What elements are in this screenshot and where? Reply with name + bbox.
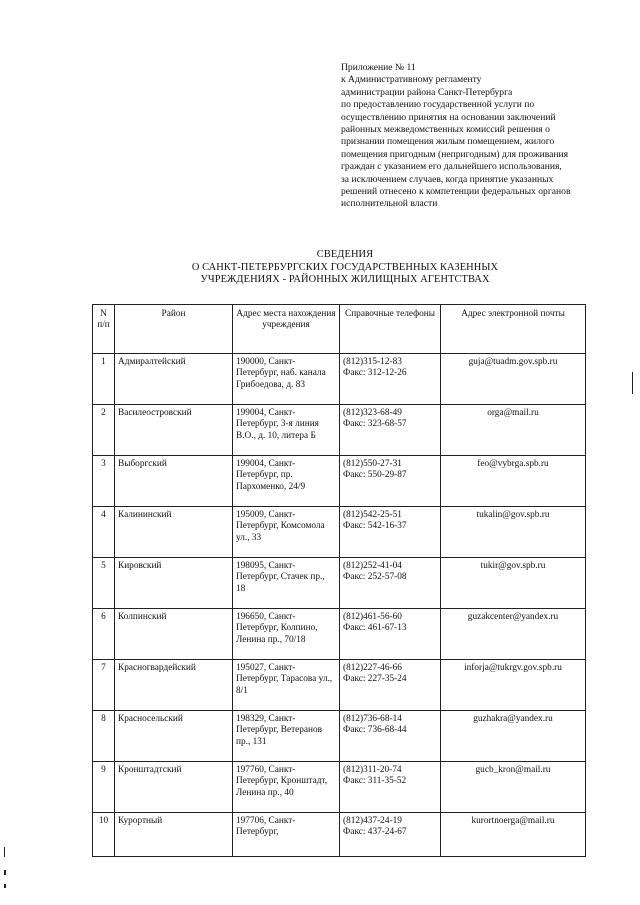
- header-email: Адрес электронной почты: [441, 305, 586, 354]
- row-email: tukir@gov.spb.ru: [441, 558, 586, 609]
- fax-number: Факс: 312-12-26: [343, 368, 407, 379]
- table-row: [93, 813, 586, 857]
- row-num: 8: [93, 711, 115, 762]
- row-phones: [340, 813, 441, 857]
- table-row: [93, 507, 586, 558]
- row-district: Красногвардейский: [115, 660, 233, 711]
- row-district: Адмиралтейский: [115, 354, 233, 405]
- scan-artifact: [4, 870, 6, 875]
- row-email: orga@mail.ru: [441, 405, 586, 456]
- phone-number: (812)542-25-51: [343, 510, 402, 520]
- table-header-row: [93, 305, 586, 354]
- appendix-line: граждан с указанием его дальнейшего использования,: [341, 161, 562, 173]
- phone-number: (812)736-68-14: [343, 714, 402, 724]
- row-phones: [340, 354, 441, 405]
- appendix-note: [341, 62, 611, 211]
- row-address: 197760, Санкт-Петербург, Кронштадт, Ленина пр., 40: [233, 762, 340, 813]
- row-phones: [340, 456, 441, 507]
- scan-artifact: [4, 884, 6, 888]
- table-row: [93, 609, 586, 660]
- row-district: Кронштадтский: [115, 762, 233, 813]
- phone-number: (812)437-24-19: [343, 816, 402, 826]
- fax-number: Факс: 437-24-67: [343, 827, 407, 838]
- scan-artifact: [4, 847, 5, 857]
- row-email: kurortnoerga@mail.ru: [441, 813, 586, 857]
- phone-number: (812)550-27-31: [343, 459, 402, 469]
- table-row: [93, 456, 586, 507]
- appendix-line: исполнительной власти: [341, 198, 438, 210]
- table-row: [93, 354, 586, 405]
- row-phones: [340, 558, 441, 609]
- row-email: guzakcenter@yandex.ru: [441, 609, 586, 660]
- appendix-line: решений отнесено к компетенции федеральных органов: [341, 186, 571, 198]
- fax-number: Факс: 311-35-52: [343, 776, 407, 787]
- table-row: [93, 405, 586, 456]
- row-district: Колпинский: [115, 609, 233, 660]
- title-line: УЧРЕЖДЕНИЯХ - РАЙОННЫХ ЖИЛИЩНЫХ АГЕНТСТВАХ: [200, 274, 490, 286]
- row-address: 197706, Санкт-Петербург,: [233, 813, 340, 857]
- title-line: О САНКТ-ПЕТЕРБУРГСКИХ ГОСУДАРСТВЕННЫХ КАЗЕННЫХ: [191, 261, 499, 273]
- fax-number: Факс: 252-57-08: [343, 572, 407, 583]
- row-num: 2: [93, 405, 115, 456]
- row-num: 1: [93, 354, 115, 405]
- scan-artifact: [632, 372, 633, 394]
- row-address: 195027, Санкт-Петербург, Тарасова ул., 8/1: [233, 660, 340, 711]
- appendix-line: за исключением случаев, когда принятие указанных: [341, 173, 554, 185]
- phone-number: (812)311-20-74: [343, 765, 402, 775]
- phone-number: (812)315-12-83: [343, 357, 402, 367]
- appendix-line: к Административному регламенту: [341, 74, 482, 86]
- row-email: inforja@tukrgv.gov.spb.ru: [441, 660, 586, 711]
- row-phones: [340, 762, 441, 813]
- row-email: gucb_kron@mail.ru: [441, 762, 586, 813]
- row-address: 198095, Санкт-Петербург, Стачек пр., 18: [233, 558, 340, 609]
- row-district: Курортный: [115, 813, 233, 857]
- row-num: 6: [93, 609, 115, 660]
- row-phones: [340, 405, 441, 456]
- row-email: tukalin@gov.spb.ru: [441, 507, 586, 558]
- row-email: feo@vybrga.spb.ru: [441, 456, 586, 507]
- fax-number: Факс: 550-29-87: [343, 470, 407, 481]
- appendix-line: районных межведомственных комиссий решения о: [341, 124, 550, 136]
- row-address: 199004, Санкт-Петербург, 3-я линия В.О., д. 10, литера Б: [233, 405, 340, 456]
- table-row: [93, 762, 586, 813]
- row-address: 196650, Санкт-Петербург, Колпино, Ленина пр., 70/18: [233, 609, 340, 660]
- row-district: Кировский: [115, 558, 233, 609]
- appendix-line: осуществлению принятия на основании заключений: [341, 111, 556, 123]
- table-row: [93, 660, 586, 711]
- row-phones: [340, 711, 441, 762]
- agencies-table: [92, 304, 586, 857]
- fax-number: Факс: 323-68-57: [343, 419, 407, 430]
- appendix-line: Приложение № 11: [341, 62, 416, 73]
- phone-number: (812)461-56-60: [343, 612, 402, 622]
- table-row: [93, 711, 586, 762]
- document-title: [130, 249, 560, 287]
- fax-number: Факс: 227-35-24: [343, 674, 407, 685]
- row-district: Калининский: [115, 507, 233, 558]
- row-num: 10: [93, 813, 115, 857]
- phone-number: (812)227-46-66: [343, 663, 402, 673]
- title-line: СВЕДЕНИЯ: [316, 249, 374, 260]
- row-num: 7: [93, 660, 115, 711]
- appendix-line: администрации района Санкт-Петербурга: [341, 86, 513, 98]
- row-address: 195009, Санкт-Петербург, Комсомола ул., 33: [233, 507, 340, 558]
- fax-number: Факс: 542-16-37: [343, 521, 407, 532]
- header-num: N п/п: [93, 305, 115, 354]
- fax-number: Факс: 736-68-44: [343, 725, 407, 736]
- row-phones: [340, 660, 441, 711]
- phone-number: (812)323-68-49: [343, 408, 402, 418]
- row-district: Василеостровский: [115, 405, 233, 456]
- row-num: 9: [93, 762, 115, 813]
- row-num: 5: [93, 558, 115, 609]
- row-email: guzhakra@yandex.ru: [441, 711, 586, 762]
- row-address: 190000, Санкт-Петербург, наб. канала Грибоедова, д. 83: [233, 354, 340, 405]
- appendix-line: помещения пригодным (непригодным) для проживания: [341, 148, 569, 160]
- row-num: 3: [93, 456, 115, 507]
- header-address: Адрес места нахождения учреждения: [233, 305, 340, 354]
- row-district: Красносельский: [115, 711, 233, 762]
- appendix-line: по предоставлению государственной услуги по: [341, 99, 535, 111]
- fax-number: Факс: 461-67-13: [343, 623, 407, 634]
- row-address: 198329, Санкт-Петербург, Ветеранов пр., 131: [233, 711, 340, 762]
- row-phones: [340, 507, 441, 558]
- table-row: [93, 558, 586, 609]
- row-district: Выборгский: [115, 456, 233, 507]
- header-district: Район: [115, 305, 233, 354]
- appendix-line: признании помещения жилым помещением, жилого: [341, 136, 555, 148]
- header-phones: Справочные телефоны: [340, 305, 441, 354]
- row-num: 4: [93, 507, 115, 558]
- phone-number: (812)252-41-04: [343, 561, 402, 571]
- row-phones: [340, 609, 441, 660]
- row-email: guja@tuadm.gov.spb.ru: [441, 354, 586, 405]
- row-address: 199004, Санкт-Петербург, пр. Пархоменко, 24/9: [233, 456, 340, 507]
